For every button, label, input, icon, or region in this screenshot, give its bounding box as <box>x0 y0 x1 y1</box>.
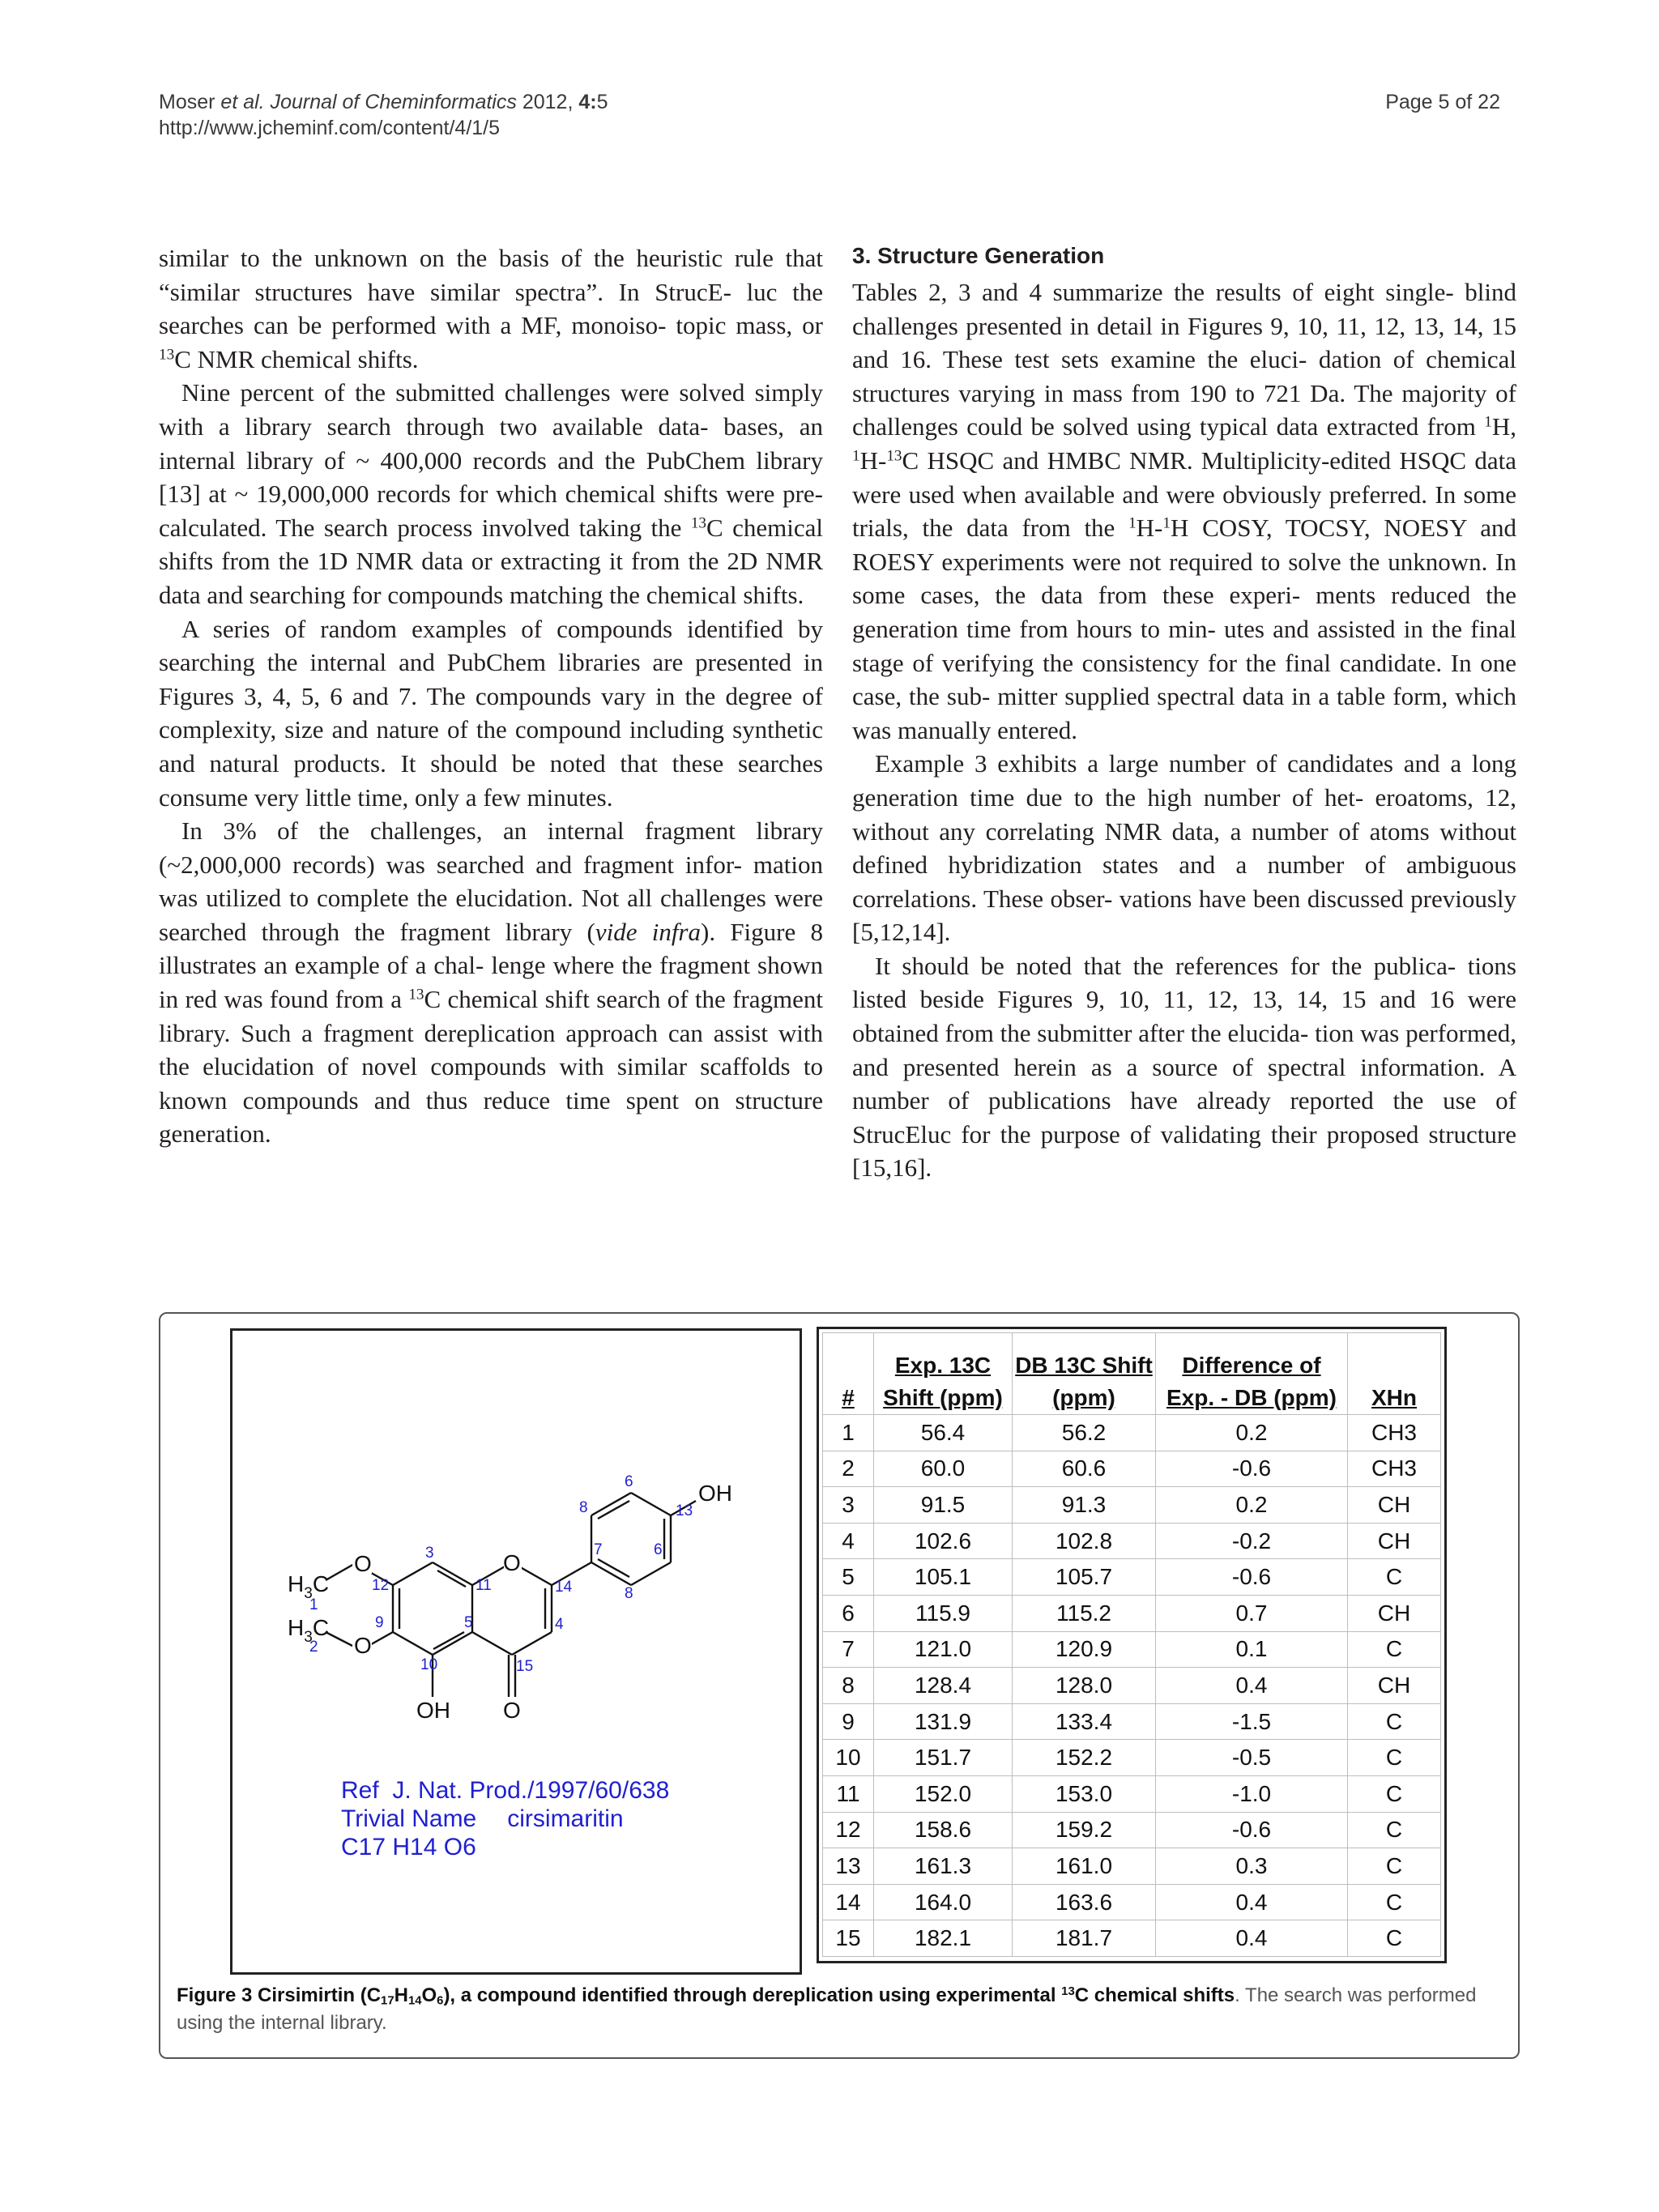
table-cell: 102.8 <box>1013 1523 1156 1559</box>
header-volume: 4: <box>578 91 597 113</box>
header-url[interactable]: http://www.jcheminf.com/content/4/1/5 <box>159 117 501 139</box>
atom-labels <box>288 1481 732 1723</box>
table-cell: 151.7 <box>874 1740 1013 1776</box>
paragraph: Nine percent of the submitted challenges were solved simply with a library search through two available data- bases, an internal library of ~ 400,000 records and the PubChem library [13] at ~ 19,000,000 records for which chemical shifts were pre-calculated. The search process involved taking the $^{13}$C chemical shifts from the 1D NMR data or extracting it from the 2D NMR data and searching for compounds matching the chemical shifts. <box>159 378 823 609</box>
table-cell: 128.4 <box>874 1668 1013 1704</box>
paragraph: similar to the unknown on the basis of the heuristic rule that “similar structures have similar spectra”. In StrucE- luc the searches can be performed with a MF, monoiso- topic mass, or $^{13}$C NMR chemical shifts. <box>159 244 823 373</box>
col-header: XHn <box>1348 1333 1441 1415</box>
table-cell: 158.6 <box>874 1812 1013 1848</box>
right-column <box>852 241 1516 1185</box>
table-cell: CH3 <box>1348 1451 1441 1487</box>
table-cell: 164.0 <box>874 1884 1013 1920</box>
atom-number: 6 <box>654 1541 663 1558</box>
table-cell: -0.5 <box>1156 1740 1348 1776</box>
table-cell: 128.0 <box>1013 1668 1156 1704</box>
table-cell: -0.6 <box>1156 1812 1348 1848</box>
table-cell: CH <box>1348 1668 1441 1704</box>
table-row <box>823 1668 1441 1704</box>
trivial-name-line: Trivial Name cirsimaritin <box>341 1805 624 1832</box>
table-cell: C <box>1348 1775 1441 1812</box>
table-row <box>823 1920 1441 1957</box>
paragraph: In 3% of the challenges, an internal fragment library (~2,000,000 records) was searched and fragment infor- mation was utilized to complete the elucidation. Not all challenges were searched through the fragment library (vide infra). Figure 8 illustrates an example of a chal- lenge where the fragment shown in red was found from a $^{13}$C chemical shift search of the fragment library. Such a fragment dereplication approach can assist with the elucidation of novel compounds with similar scaffolds to known compounds and thus reduce time spent on structure generation. <box>159 816 824 1149</box>
table-cell: 7 <box>823 1631 874 1668</box>
ring-oxygen-label: O <box>503 1550 521 1575</box>
table-cell: C <box>1348 1920 1441 1957</box>
atom-number: 5 <box>464 1614 473 1631</box>
atom-number: 7 <box>594 1541 603 1558</box>
page-number: Page 5 of 22 <box>1385 91 1500 113</box>
caption-label: Figure 3 <box>177 1984 253 2006</box>
table-row <box>823 1848 1441 1885</box>
cirsimaritin-structure <box>232 1331 800 1972</box>
header-year: 2012, <box>522 91 574 113</box>
table-row <box>823 1812 1441 1848</box>
table-cell: 1 <box>823 1415 874 1451</box>
section-heading: 3. Structure Generation <box>852 243 1105 268</box>
figure-caption <box>177 1982 1502 2037</box>
table-cell: 8 <box>823 1668 874 1704</box>
table-cell: 0.4 <box>1156 1668 1348 1704</box>
table-row <box>823 1703 1441 1740</box>
ether-oxygen-label: O <box>354 1633 372 1658</box>
col-header: # <box>823 1333 874 1415</box>
table-cell: 2 <box>823 1451 874 1487</box>
table-cell: -0.6 <box>1156 1559 1348 1596</box>
atom-number: 3 <box>425 1545 434 1562</box>
caption-text: . The search was performed using the internal library. <box>177 1984 1477 2034</box>
header-article: 5 <box>596 91 608 113</box>
table-body <box>823 1415 1441 1957</box>
atom-number: 1 <box>309 1596 318 1613</box>
table-cell: 0.7 <box>1156 1595 1348 1631</box>
atom-number: 4 <box>555 1616 564 1633</box>
table-cell: 152.2 <box>1013 1740 1156 1776</box>
table-row <box>823 1884 1441 1920</box>
table-cell: 6 <box>823 1595 874 1631</box>
table-cell: 10 <box>823 1740 874 1776</box>
header-journal: Journal of Cheminformatics <box>270 91 517 113</box>
table-cell: 115.9 <box>874 1595 1013 1631</box>
table-cell: 105.1 <box>874 1559 1013 1596</box>
table-cell: 15 <box>823 1920 874 1957</box>
table-cell: 0.4 <box>1156 1884 1348 1920</box>
table-cell: C <box>1348 1631 1441 1668</box>
paragraph: It should be noted that the references for the publica- tions listed beside Figures 9, 10, 11, 12, 13, 14, 15 and 16 were obtained from the submitter after the elucida- tion was performed, and presented herein as a source of spectral information. A number of publications have already reported the use of StrucEluc for the purpose of validating their proposed structure [15,16]. <box>852 951 1516 1183</box>
header-etal: et al. <box>220 91 265 113</box>
left-column <box>159 241 823 1151</box>
table-cell: 0.2 <box>1156 1415 1348 1451</box>
table-cell: 161.3 <box>874 1848 1013 1885</box>
table-cell: C <box>1348 1740 1441 1776</box>
table-cell: 131.9 <box>874 1703 1013 1740</box>
table-cell: 13 <box>823 1848 874 1885</box>
table-cell: 3 <box>823 1487 874 1524</box>
col-header: Difference of Exp. - DB (ppm) <box>1156 1333 1348 1415</box>
table-cell: 182.1 <box>874 1920 1013 1957</box>
table-cell: -0.2 <box>1156 1523 1348 1559</box>
table-cell: 11 <box>823 1775 874 1812</box>
table-cell: 153.0 <box>1013 1775 1156 1812</box>
col-header: Exp. 13C Shift (ppm) <box>874 1333 1013 1415</box>
table-cell: 0.1 <box>1156 1631 1348 1668</box>
table-cell: 4 <box>823 1523 874 1559</box>
atom-number: 6 <box>625 1473 633 1490</box>
table-cell: 91.3 <box>1013 1487 1156 1524</box>
table-cell: 14 <box>823 1884 874 1920</box>
table-cell: 0.4 <box>1156 1920 1348 1957</box>
table-cell: 60.0 <box>874 1451 1013 1487</box>
methyl-label: $H_3C$ <box>288 1571 330 1602</box>
table-cell: CH3 <box>1348 1415 1441 1451</box>
table-cell: 102.6 <box>874 1523 1013 1559</box>
table-row <box>823 1775 1441 1812</box>
table-cell: 133.4 <box>1013 1703 1156 1740</box>
paragraph: Example 3 exhibits a large number of candidates and a long generation time due to the high number of het- eroatoms, 12, without any correlating NMR data, a number of atoms without defined hybridization states and a number of ambiguous correlations. These obser- vations have been discussed previously [5,12,14]. <box>852 749 1516 947</box>
table-row <box>823 1595 1441 1631</box>
running-header <box>159 89 608 141</box>
table-cell: CH <box>1348 1523 1441 1559</box>
atom-number: 8 <box>579 1499 588 1516</box>
shift-table-panel <box>817 1327 1447 1963</box>
table-row <box>823 1415 1441 1451</box>
table-cell: -0.6 <box>1156 1451 1348 1487</box>
table-cell: 120.9 <box>1013 1631 1156 1668</box>
shift-table <box>822 1332 1441 1957</box>
table-cell: 159.2 <box>1013 1812 1156 1848</box>
table-row <box>823 1451 1441 1487</box>
col-header: DB 13C Shift (ppm) <box>1013 1333 1156 1415</box>
table-cell: 60.6 <box>1013 1451 1156 1487</box>
table-cell: CH <box>1348 1487 1441 1524</box>
table-cell: -1.5 <box>1156 1703 1348 1740</box>
table-cell: 9 <box>823 1703 874 1740</box>
atom-number: 10 <box>420 1656 438 1673</box>
table-cell: 163.6 <box>1013 1884 1156 1920</box>
table-cell: 5 <box>823 1559 874 1596</box>
table-cell: C <box>1348 1559 1441 1596</box>
atom-number: 15 <box>516 1658 534 1675</box>
table-cell: 152.0 <box>874 1775 1013 1812</box>
atom-number: 8 <box>625 1585 633 1602</box>
methyl-label: $H_3C$ <box>288 1615 330 1646</box>
table-cell: C <box>1348 1812 1441 1848</box>
table-cell: 56.2 <box>1013 1415 1156 1451</box>
table-cell: 105.7 <box>1013 1559 1156 1596</box>
paragraph: Tables 2, 3 and 4 summarize the results of eight single- blind challenges presented in detail in Figures 9, 10, 11, 12, 13, 14, 15 and 16. These test sets examine the eluci- dation of chemical structures varying in mass from 190 to 721 Da. The majority of challenges could be solved using typical data extracted from $^1$H, $^1$H-$^{13}$C HSQC and HMBC NMR. Multiplicity-edited HSQC data were used when available and were obviously preferred. In some trials, the data from the $^1$H-$^1$H COSY, TOCSY, NOESY and ROESY experiments were not required to solve the unknown. In some cases, the data from these experi- ments reduced the generation time from hours to min- utes and assisted in the final stage of verifying the consistency for the final candidate. In one case, the sub- mitter supplied spectral data in a table form, which was manually entered. <box>852 278 1516 744</box>
hydroxyl-label: OH <box>698 1481 732 1506</box>
table-row <box>823 1523 1441 1559</box>
atom-number: 2 <box>309 1639 318 1656</box>
table-header-row <box>823 1333 1441 1415</box>
paragraph: A series of random examples of compounds identified by searching the internal and PubChem libraries are presented in Figures 3, 4, 5, 6 and 7. The compounds vary in the degree of complexity, size and nature of the compound including synthetic and natural products. It should be noted that these searches consume very little time, only a few minutes. <box>159 614 823 812</box>
table-row <box>823 1487 1441 1524</box>
atom-number: 14 <box>555 1579 573 1596</box>
atom-number: 12 <box>372 1577 390 1594</box>
table-cell: 12 <box>823 1812 874 1848</box>
caption-title: Cirsimirtin $(C_{17}H_{14}O_6)$, a compound identified through dereplication using experimental $^{13}$C chemical shifts <box>258 1984 1235 2008</box>
table-cell: 181.7 <box>1013 1920 1156 1957</box>
table-cell: C <box>1348 1884 1441 1920</box>
table-cell: 121.0 <box>874 1631 1013 1668</box>
atom-number: 9 <box>375 1614 384 1631</box>
carbonyl-oxygen-label: O <box>503 1698 521 1723</box>
atom-number: 13 <box>676 1502 693 1519</box>
table-cell: 91.5 <box>874 1487 1013 1524</box>
table-cell: 0.2 <box>1156 1487 1348 1524</box>
bonds <box>326 1493 696 1697</box>
table-cell: 115.2 <box>1013 1595 1156 1631</box>
hydroxyl-label: OH <box>416 1698 450 1723</box>
table-cell: -1.0 <box>1156 1775 1348 1812</box>
table-cell: 56.4 <box>874 1415 1013 1451</box>
ether-oxygen-label: O <box>354 1551 372 1576</box>
formula-line: C17 H14 O6 <box>341 1834 476 1860</box>
table-cell: 161.0 <box>1013 1848 1156 1885</box>
table-cell: C <box>1348 1703 1441 1740</box>
table-row <box>823 1559 1441 1596</box>
molecule-panel <box>230 1328 802 1975</box>
table-cell: CH <box>1348 1595 1441 1631</box>
atom-number: 11 <box>476 1577 492 1594</box>
reference-block <box>341 1776 669 1861</box>
table-cell: 0.3 <box>1156 1848 1348 1885</box>
reference-line: Ref J. Nat. Prod./1997/60/638 <box>341 1777 670 1804</box>
table-row <box>823 1631 1441 1668</box>
header-authors: Moser <box>159 91 215 113</box>
table-cell: C <box>1348 1848 1441 1885</box>
table-row <box>823 1740 1441 1776</box>
